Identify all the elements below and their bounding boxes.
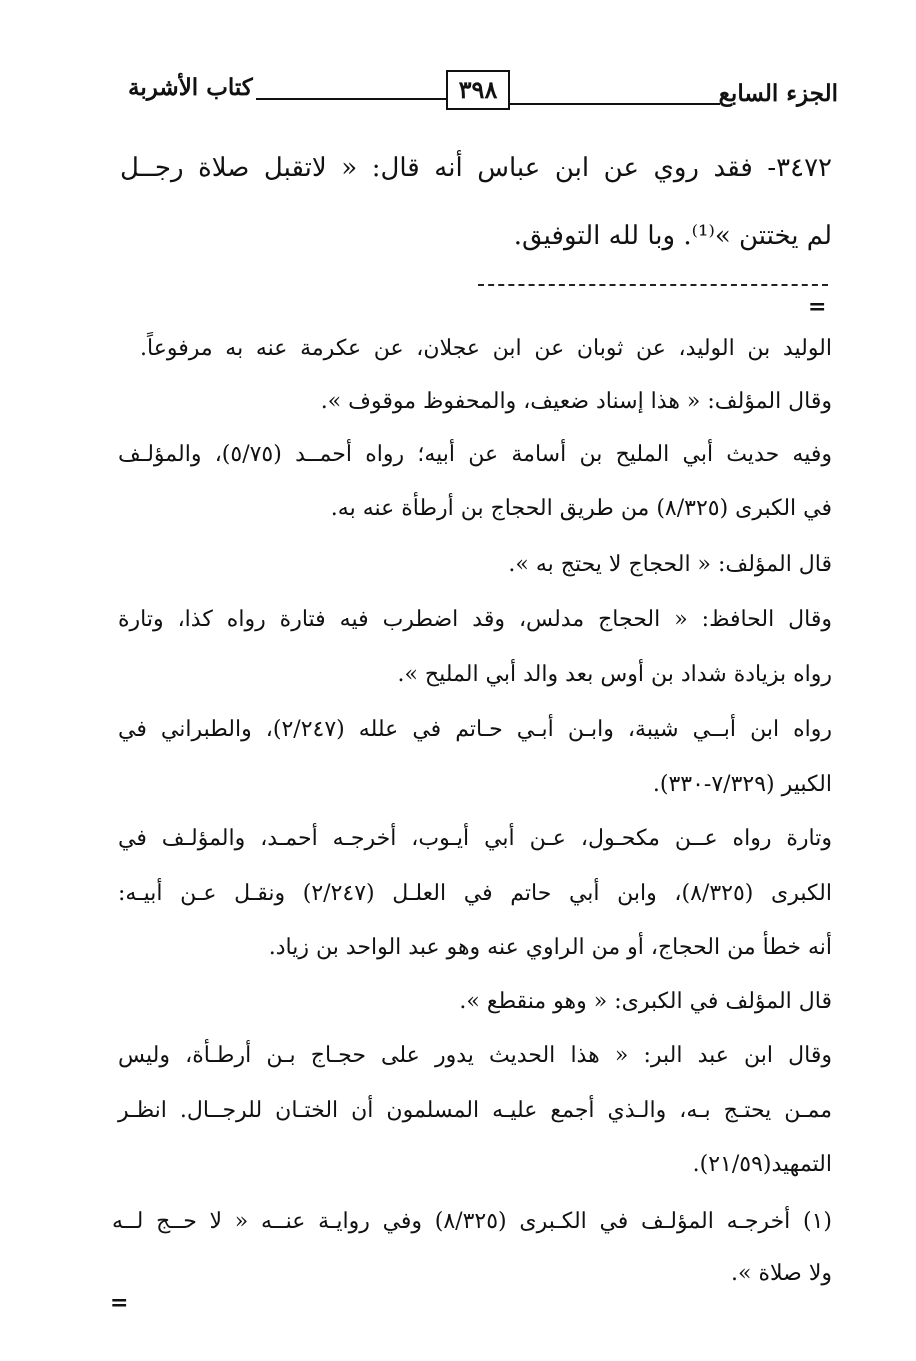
commentary-line: رواه بزيادة شداد بن أوس بعد والد أبي المليح ».	[397, 662, 832, 687]
commentary-line: قال المؤلف في الكبرى: « وهو منقطع ».	[459, 989, 832, 1014]
commentary-line: التمهيد(٢١/٥٩).	[692, 1152, 832, 1177]
main-text-line: لم يختتن »⁽¹⁾. وبا لله التوفيق.	[513, 221, 832, 251]
commentary-line: وقال المؤلف: « هذا إسناد ضعيف، والمحفوظ موقوف ».	[320, 389, 832, 414]
commentary-line: الكبير (٧/٣٢٩-٣٣٠).	[652, 772, 832, 797]
continuation-mark: =	[808, 294, 827, 320]
page-number: ٣٩٨	[446, 70, 510, 110]
commentary-line: ممـن يحتـج بـه، والـذي أجمع عليـه المسلمون أن الختـان للرجــال. انظـر	[118, 1098, 832, 1123]
footnote-line: ولا صلاة ».	[731, 1261, 832, 1286]
continuation-mark: =	[110, 1290, 129, 1316]
commentary-line: الوليد بن الوليد، عن ثوبان عن ابن عجلان، عن عكرمة عنه به مرفوعاً.	[140, 336, 832, 361]
header-rule-right	[510, 103, 720, 105]
commentary-line: الكبرى (٨/٣٢٥)، وابن أبي حاتم في العلـل (٢/٢٤٧) ونقـل عـن أبيـه:	[118, 881, 832, 906]
footnote-separator	[478, 284, 828, 286]
header-rule-left	[256, 98, 446, 100]
commentary-line: رواه ابن أبــي شيبة، وابـن أبـي حـاتم في علله (٢/٢٤٧)، والطبراني في	[118, 717, 833, 742]
commentary-line: وفيه حديث أبي المليح بن أسامة عن أبيه؛ رواه أحمــد (٥/٧٥)، والمؤلـف	[118, 442, 833, 467]
page-header	[128, 70, 838, 122]
commentary-line: وقال ابن عبد البر: « هذا الحديث يدور على حجـاج بـن أرطـأة، وليس	[118, 1043, 832, 1068]
footnote-line: (١) أخرجـه المؤلـف في الكـبرى (٨/٣٢٥) وفي روايـة عنــه « لا حــج لــه	[112, 1209, 832, 1234]
volume-label: الجزء السابع	[718, 80, 838, 107]
book-title: كتاب الأشربة	[128, 74, 253, 101]
commentary-line: قال المؤلف: « الحجاج لا يحتج به ».	[508, 552, 832, 577]
commentary-line: وتارة رواه عــن مكحـول، عـن أبي أيـوب، أخرجـه أحمـد، والمؤلـف في	[118, 826, 832, 851]
main-text-line: ٣٤٧٢- فقد روي عن ابن عباس أنه قال: « لاتقبل صلاة رجــل	[120, 153, 832, 183]
commentary-line: وقال الحافظ: « الحجاج مدلس، وقد اضطرب فيه فتارة رواه كذا، وتارة	[118, 607, 832, 632]
commentary-line: في الكبرى (٨/٣٢٥) من طريق الحجاج بن أرطأة عنه به.	[330, 496, 832, 521]
commentary-line: أنه خطأ من الحجاج، أو من الراوي عنه وهو عبد الواحد بن زياد.	[268, 935, 832, 960]
